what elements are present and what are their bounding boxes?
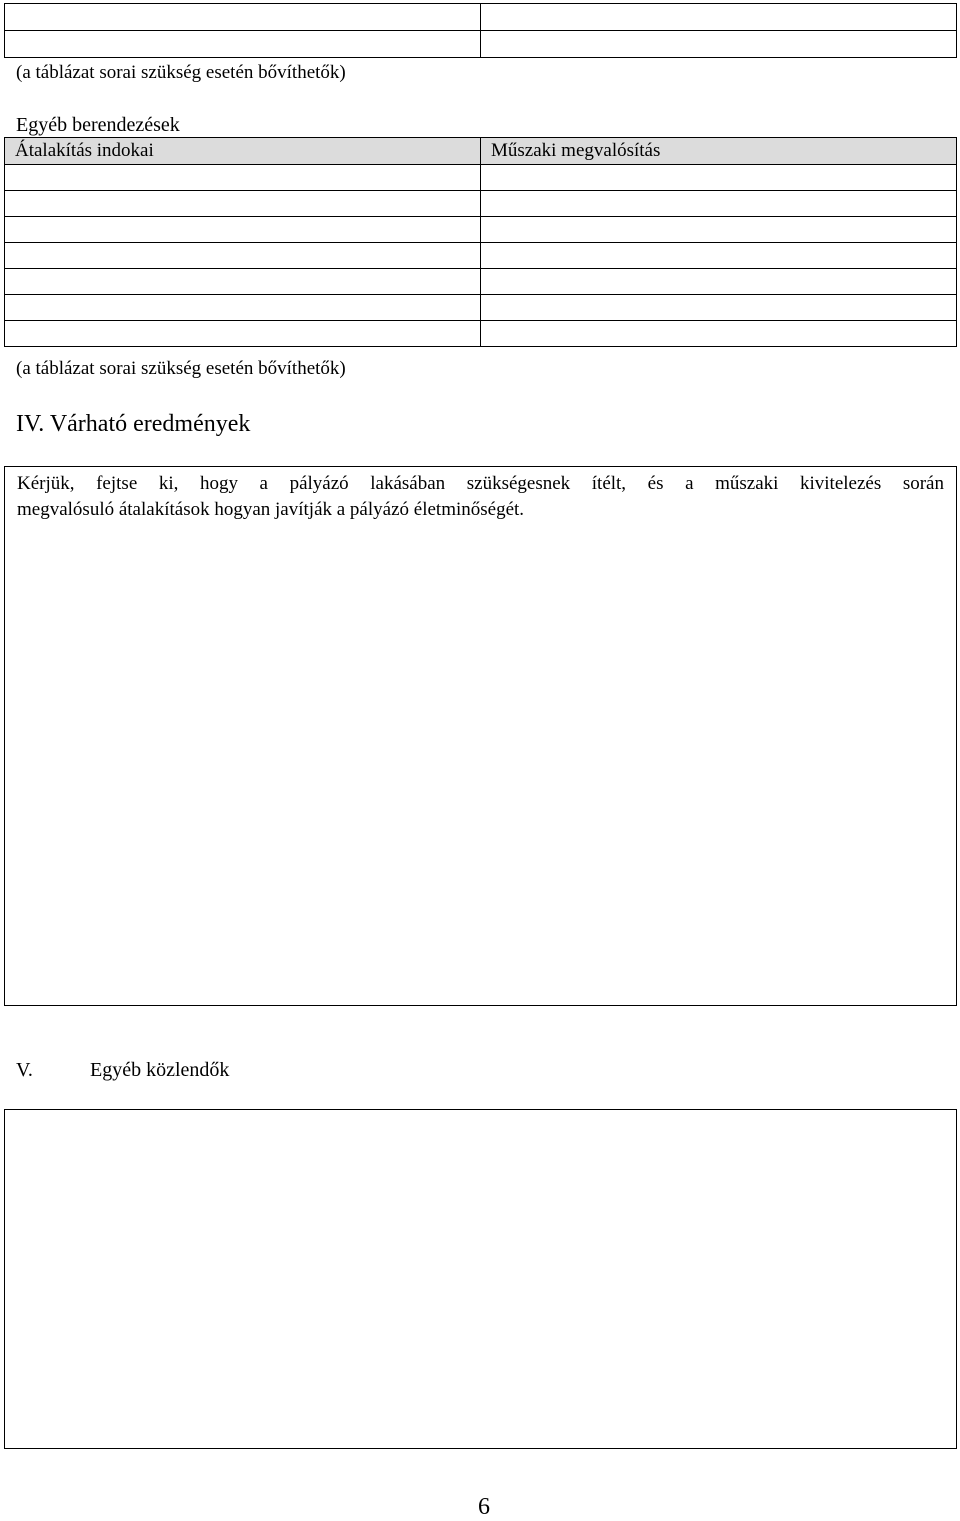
table-row [5, 165, 957, 191]
equipment-section-label: Egyéb berendezések [16, 114, 180, 136]
other-notes-box[interactable] [4, 1109, 957, 1449]
previous-table-fragment [4, 3, 957, 58]
expected-results-prompt [5, 467, 956, 523]
prompt-line: Kérjük, fejtse ki, hogy a pályázó lakásában szükségesnek ítélt, és a műszaki kivitelezés során [17, 473, 944, 494]
table-cell[interactable] [5, 321, 481, 347]
table-cell[interactable] [481, 4, 957, 31]
column-header-technical: Műszaki megvalósítás [481, 138, 957, 165]
section-4-heading [16, 410, 250, 438]
section-5-heading [16, 1059, 416, 1081]
table-expand-note: (a táblázat sorai szükség esetén bővíthetők) [16, 358, 346, 379]
expected-results-box[interactable] [4, 466, 957, 1006]
table-cell[interactable] [481, 269, 957, 295]
section-5-number: V. [16, 1059, 33, 1081]
table-cell[interactable] [5, 165, 481, 191]
section-4-number: IV. [16, 411, 45, 437]
table-cell[interactable] [481, 191, 957, 217]
table-header-row [5, 138, 957, 165]
table-row [5, 4, 957, 31]
table-cell[interactable] [481, 295, 957, 321]
table-cell[interactable] [5, 31, 481, 58]
section-5-title: Egyéb közlendők [90, 1059, 230, 1081]
table-cell[interactable] [481, 321, 957, 347]
table-row [5, 243, 957, 269]
table-row [5, 191, 957, 217]
table-cell[interactable] [5, 4, 481, 31]
table-row [5, 321, 957, 347]
page-number: 6 [478, 1494, 490, 1520]
table-cell[interactable] [5, 191, 481, 217]
table-row [5, 269, 957, 295]
table-cell[interactable] [5, 217, 481, 243]
table-cell[interactable] [481, 165, 957, 191]
table-cell[interactable] [481, 31, 957, 58]
equipment-table [4, 137, 957, 347]
table-row [5, 217, 957, 243]
table-cell[interactable] [5, 295, 481, 321]
column-header-reasons: Átalakítás indokai [5, 138, 481, 165]
prompt-line: megvalósuló átalakítások hogyan javítják a pályázó életminőségét. [17, 499, 525, 520]
table-cell[interactable] [481, 243, 957, 269]
table-cell[interactable] [5, 243, 481, 269]
table-expand-note: (a táblázat sorai szükség esetén bővíthetők) [16, 62, 346, 83]
table-row [5, 31, 957, 58]
table-cell[interactable] [5, 269, 481, 295]
section-4-title: Várható eredmények [49, 411, 251, 437]
table-cell[interactable] [481, 217, 957, 243]
table-row [5, 295, 957, 321]
